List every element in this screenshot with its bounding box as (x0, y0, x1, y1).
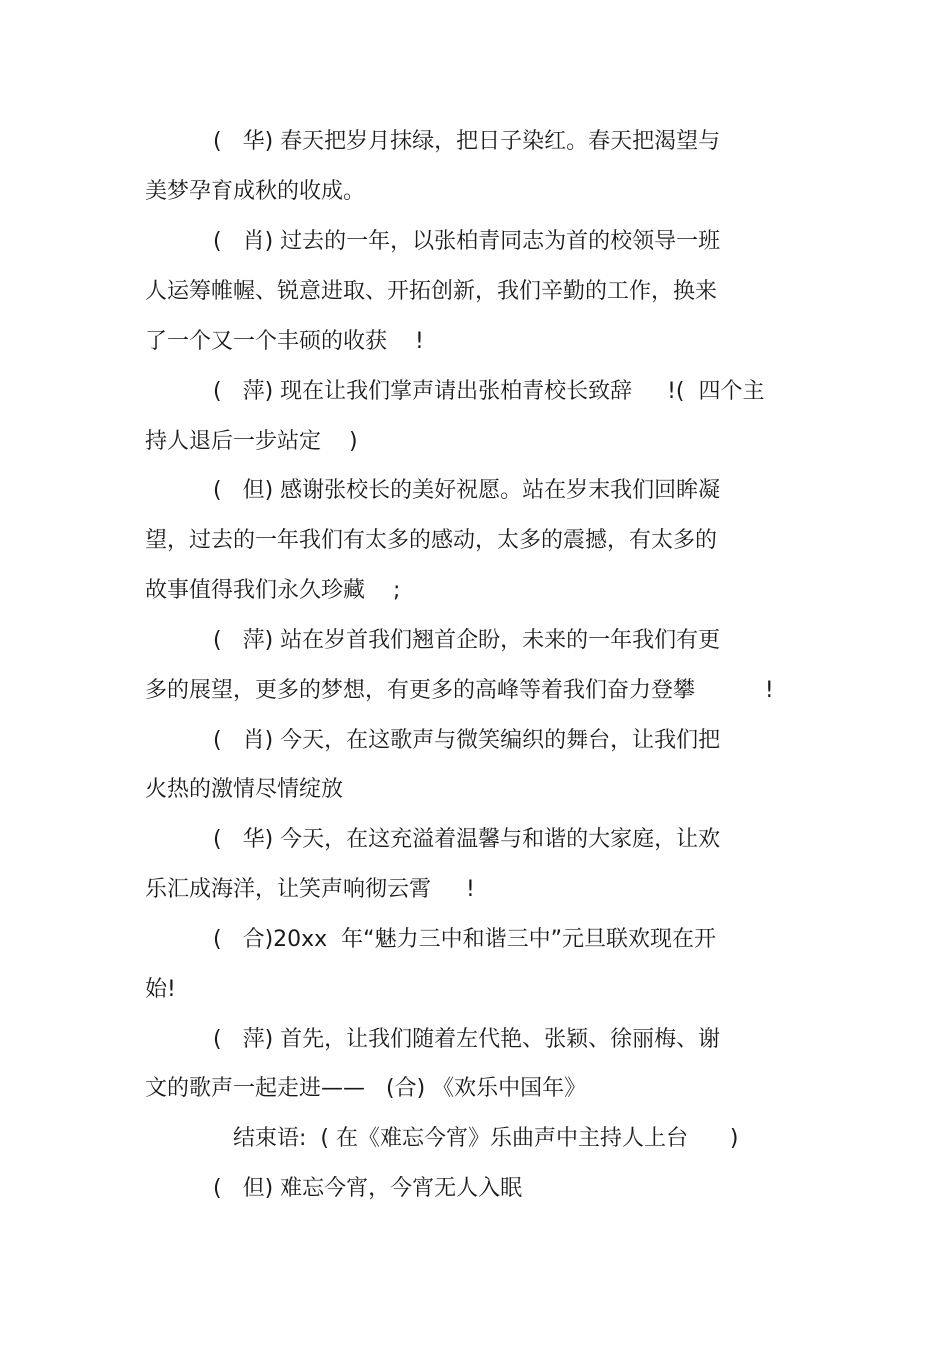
paragraph-line: ( 萍) 首先，让我们随着左代艳、张颖、徐丽梅、谢 (213, 1027, 721, 1052)
paragraph-line: ( 华) 春天把岁月抹绿，把日子染红。春天把渴望与 (213, 129, 721, 154)
paragraph-line: ( 但) 感谢张校长的美好祝愿。站在岁末我们回眸凝 (213, 478, 721, 503)
paragraph-line: 故事值得我们永久珍藏 ; (145, 578, 401, 603)
paragraph-line: 望，过去的一年我们有太多的感动，太多的震撼，有太多的 (145, 528, 718, 553)
paragraph-line: 了一个又一个丰硕的收获 ! (145, 329, 424, 354)
paragraph-line: 文的歌声一起走进—— (合) 《欢乐中国年》 (145, 1076, 587, 1101)
paragraph-line: 持人退后一步站定 ) (145, 429, 358, 454)
paragraph-line: ( 萍) 现在让我们掌声请出张柏青校长致辞 !( 四个主 (213, 379, 765, 404)
paragraph-line: 乐汇成海洋，让笑声响彻云霄 ! (145, 877, 475, 902)
paragraph-line: 美梦孕育成秋的收成。 (145, 179, 366, 204)
closing-heading: 结束语: ( 在《难忘今宵》乐曲声中主持人上台 ) (233, 1126, 739, 1151)
paragraph-line: 人运筹帷幄、锐意进取、开拓创新，我们辛勤的工作，换来 (145, 279, 718, 304)
paragraph-line: 火热的激情尽情绽放 (145, 777, 344, 802)
paragraph-line: 多的展望，更多的梦想，有更多的高峰等着我们奋力登攀 ! (145, 678, 774, 703)
paragraph-line: ( 肖) 过去的一年，以张柏青同志为首的校领导一班 (213, 229, 721, 254)
paragraph-line: ( 华) 今天，在这充溢着温馨与和谐的大家庭，让欢 (213, 827, 721, 852)
paragraph-line: 始! (145, 977, 176, 1002)
paragraph-line: ( 合)20xx 年“魅力三中和谐三中”元旦联欢现在开 (213, 927, 716, 952)
paragraph-line: ( 萍) 站在岁首我们翘首企盼，未来的一年我们有更 (213, 628, 721, 653)
paragraph-line: ( 肖) 今天，在这歌声与微笑编织的舞台，让我们把 (213, 728, 721, 753)
paragraph-line: ( 但) 难忘今宵，今宵无人入眠 (213, 1176, 523, 1201)
